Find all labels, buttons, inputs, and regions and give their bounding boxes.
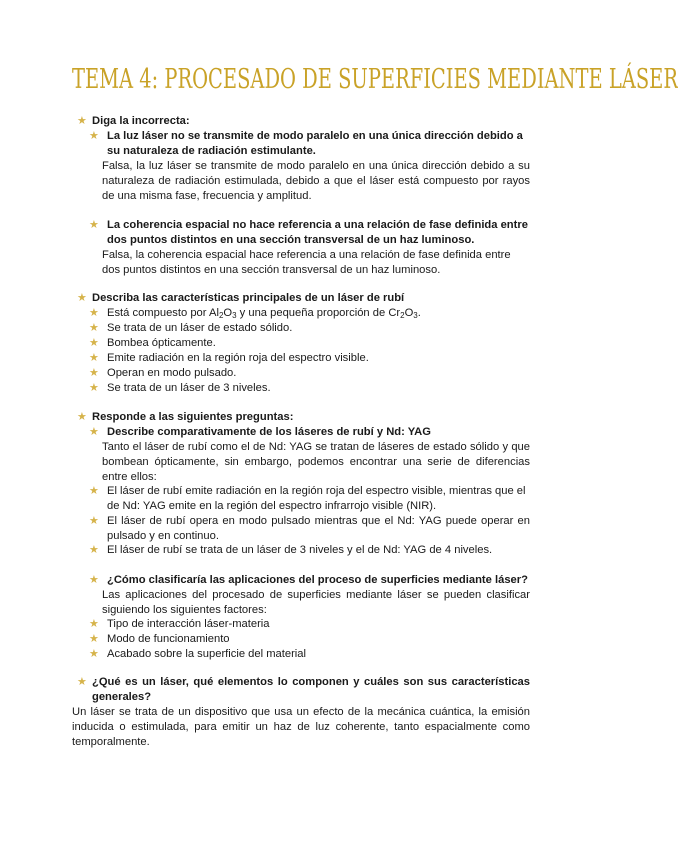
intro-text: Las aplicaciones del procesado de superficies mediante láser se pueden clasificar siguiendo los siguientes factores: — [102, 589, 530, 616]
star-icon: ★ — [89, 219, 99, 231]
star-icon: ★ — [89, 322, 99, 334]
star-icon: ★ — [89, 382, 99, 394]
subsection-heading: Describe comparativamente de los láseres de rubí y Nd: YAG — [107, 426, 431, 438]
star-icon: ★ — [89, 367, 99, 379]
answer-text: Falsa, la coherencia espacial hace referencia a una relación de fase definida entre dos puntos distintos en una sección transversal de un haz luminoso. — [102, 249, 511, 276]
star-icon: ★ — [89, 307, 99, 319]
star-icon: ★ — [89, 426, 99, 438]
list-item: Operan en modo pulsado. — [107, 367, 237, 379]
star-icon: ★ — [77, 676, 87, 688]
answer-text: Falsa, la luz láser se transmite de modo paralelo en una única dirección debido a su naturaleza de radiación estimulada, debido a que el láser está compuesto por rayos de una misma fase, frecuencia y amplitud. — [102, 160, 530, 202]
star-icon: ★ — [89, 485, 99, 497]
list-item: El láser de rubí se trata de un láser de 3 niveles y el de Nd: YAG de 4 niveles. — [107, 544, 493, 556]
section-heading: Responde a las siguientes preguntas: — [92, 411, 294, 423]
star-icon: ★ — [77, 115, 87, 127]
question-statement: La luz láser no se transmite de modo paralelo en una única dirección debido a su naturaleza de radiación estimulante. — [107, 130, 523, 157]
star-icon: ★ — [89, 352, 99, 364]
list-item: Modo de funcionamiento — [107, 633, 230, 645]
section-heading: ¿Qué es un láser, qué elementos lo componen y cuáles son sus características generales? — [92, 676, 530, 703]
star-icon: ★ — [89, 337, 99, 349]
answer-text: Un láser se trata de un dispositivo que usa un efecto de la mecánica cuántica, la emisión inducida o estimulada, para emitir un haz de luz coherente, tanto espacialmente como temporalmente. — [72, 706, 530, 748]
page-title: TEMA 4: PROCESADO DE SUPERFICIES MEDIANTE LÁSER — [72, 64, 678, 95]
list-item: Emite radiación en la región roja del espectro visible. — [107, 352, 369, 364]
list-item: Tipo de interacción láser-materia — [107, 618, 270, 630]
star-icon: ★ — [77, 292, 87, 304]
subsection-heading: ¿Cómo clasificaría las aplicaciones del proceso de superficies mediante láser? — [107, 574, 528, 586]
intro-text: Tanto el láser de rubí como el de Nd: YAG se tratan de láseres de estado sólido y que bombean ópticamente, sin embargo, podemos encontrar una serie de diferencias entre ellos: — [102, 441, 530, 483]
star-icon: ★ — [89, 648, 99, 660]
list-item: Bombea ópticamente. — [107, 337, 216, 349]
list-item: Se trata de un láser de estado sólido. — [107, 322, 293, 334]
section-heading: Diga la incorrecta: — [92, 115, 190, 127]
list-item: Acabado sobre la superficie del material — [107, 648, 306, 660]
list-item: El láser de rubí opera en modo pulsado mientras que el Nd: YAG puede operar en pulsado y en continuo. — [107, 515, 530, 542]
star-icon: ★ — [89, 574, 99, 586]
list-item: Se trata de un láser de 3 niveles. — [107, 382, 271, 394]
star-icon: ★ — [89, 515, 99, 527]
star-icon: ★ — [89, 544, 99, 556]
star-icon: ★ — [89, 130, 99, 142]
star-icon: ★ — [89, 618, 99, 630]
list-item: Está compuesto por $Al_2O_3$ y una pequeña proporción de $Cr_2O_3$. — [107, 307, 421, 320]
question-statement: La coherencia espacial no hace referencia a una relación de fase definida entre dos puntos distintos en una sección transversal de un haz luminoso. — [107, 219, 528, 246]
list-item: El láser de rubí emite radiación en la región roja del espectro visible, mientras que el de Nd: YAG emite en la región del espectro infrarrojo visible (NIR). — [107, 485, 526, 512]
star-icon: ★ — [89, 633, 99, 645]
section-heading: Describa las características principales de un láser de rubí — [92, 292, 405, 304]
star-icon: ★ — [77, 411, 87, 423]
